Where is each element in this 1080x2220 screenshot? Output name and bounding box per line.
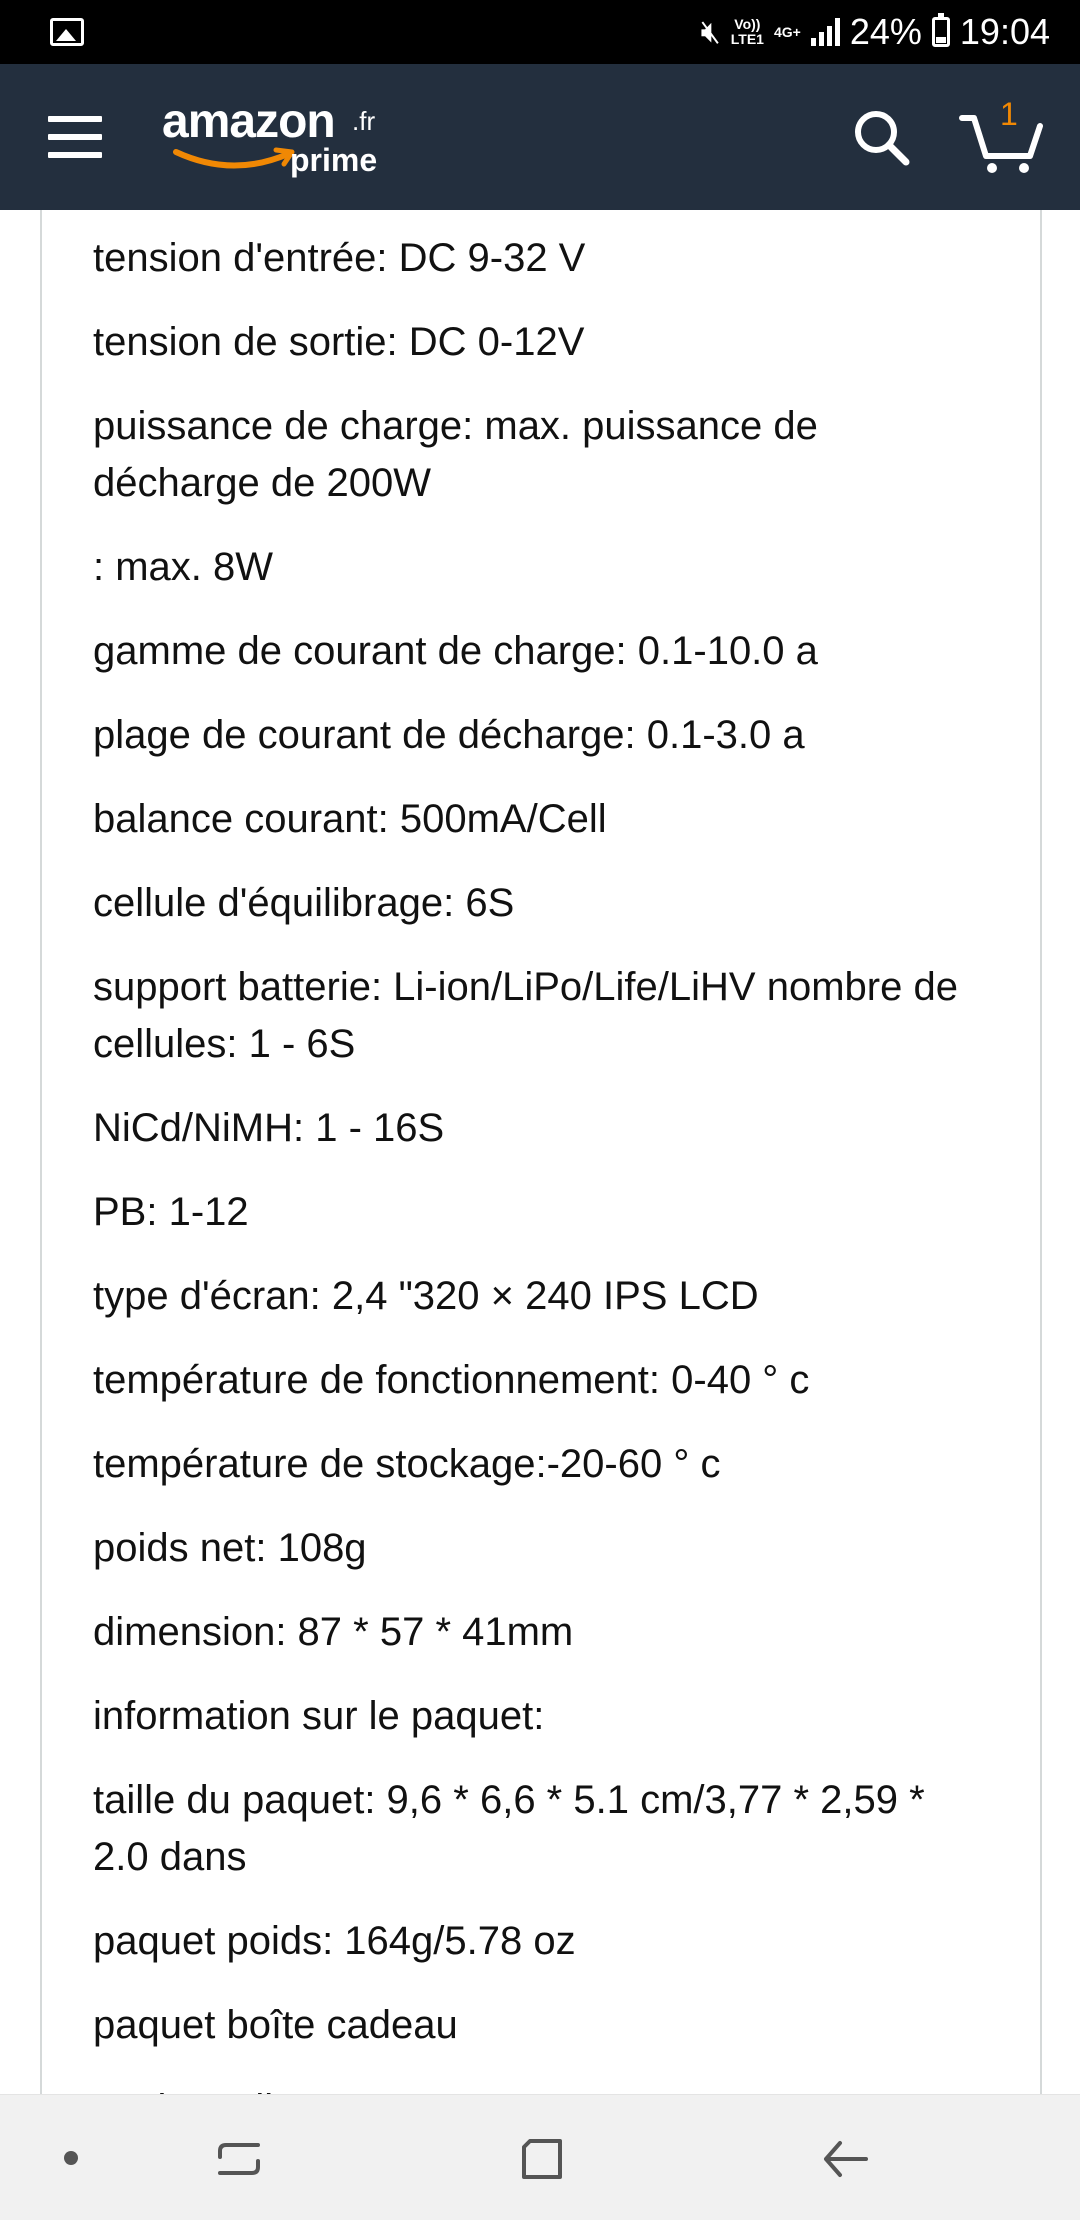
- spec-line: balance courant: 500mA/Cell: [93, 797, 607, 841]
- volte-indicator: [731, 17, 764, 47]
- spec-line: température de fonctionnement: 0-40 ° c: [93, 1358, 810, 1402]
- spec-line: puissance de charge: max. puissance de décharge de 200W: [93, 404, 818, 505]
- battery-percent: 24%: [849, 11, 922, 52]
- battery-icon: [932, 17, 950, 47]
- spec-line: taille du paquet: 9,6 * 6,6 * 5.1 cm/3,77 * 2,59 * 2.0 dans: [93, 1778, 925, 1879]
- spec-line: PB: 1-12: [93, 1190, 249, 1234]
- spec-line: NiCd/NiMH: 1 - 16S: [93, 1106, 445, 1150]
- app-header: [0, 64, 1080, 210]
- mute-icon: 🔇︎: [700, 13, 721, 49]
- system-nav-bar: [0, 2094, 1080, 2220]
- spec-line: tension de sortie: DC 0-12V: [93, 320, 585, 364]
- signal-icon: [811, 18, 840, 46]
- logo-wordmark: amazon: [162, 95, 335, 148]
- battery-fill: [936, 37, 946, 43]
- spec-line: information sur le paquet:: [93, 1694, 545, 1738]
- spec-line: plage de courant de décharge: 0.1-3.0 a: [93, 713, 805, 757]
- spec-list: [42, 210, 1040, 2138]
- cart-count-badge: 1: [1000, 96, 1018, 132]
- spec-line: : max. 8W: [93, 545, 274, 589]
- gallery-notification-icon: [50, 18, 84, 46]
- amazon-smile-icon: [172, 146, 302, 176]
- network-generation: 4G+: [773, 23, 801, 40]
- spec-line: tension d'entrée: DC 9-32 V: [93, 236, 586, 280]
- cart-button[interactable]: [960, 96, 1044, 176]
- amazon-prime-logo[interactable]: [162, 94, 382, 184]
- spec-line: type d'écran: 2,4 "320 × 240 IPS LCD: [93, 1274, 759, 1318]
- back-icon[interactable]: [822, 2137, 868, 2181]
- search-icon[interactable]: [852, 108, 912, 168]
- status-bar: [0, 0, 1080, 64]
- logo-tld: .fr: [352, 106, 376, 136]
- spec-line: dimension: 87 * 57 * 41mm: [93, 1610, 574, 1654]
- spec-line: température de stockage:-20-60 ° c: [93, 1442, 721, 1486]
- hamburger-menu-icon[interactable]: [48, 116, 102, 158]
- spec-line: paquet poids: 164g/5.78 oz: [93, 1919, 576, 1963]
- product-description-card: [40, 210, 1042, 2094]
- home-icon[interactable]: [520, 2137, 564, 2181]
- lte-label: LTE1: [730, 31, 764, 47]
- recent-apps-icon[interactable]: [216, 2139, 262, 2179]
- spec-line: paquet boîte cadeau: [93, 2003, 458, 2047]
- volte-label: Vo)): [734, 16, 761, 32]
- spec-line: poids net: 108g: [93, 1526, 367, 1570]
- logo-prime: prime: [290, 142, 378, 178]
- spec-line: support batterie: Li-ion/LiPo/Life/LiHV nombre de cellules: 1 - 6S: [93, 965, 958, 1066]
- spec-line: cellule d'équilibrage: 6S: [93, 881, 515, 925]
- spec-line: gamme de courant de charge: 0.1-10.0 a: [93, 629, 818, 673]
- clock: 19:04: [959, 11, 1050, 52]
- nav-hide-dot-icon[interactable]: [64, 2151, 78, 2165]
